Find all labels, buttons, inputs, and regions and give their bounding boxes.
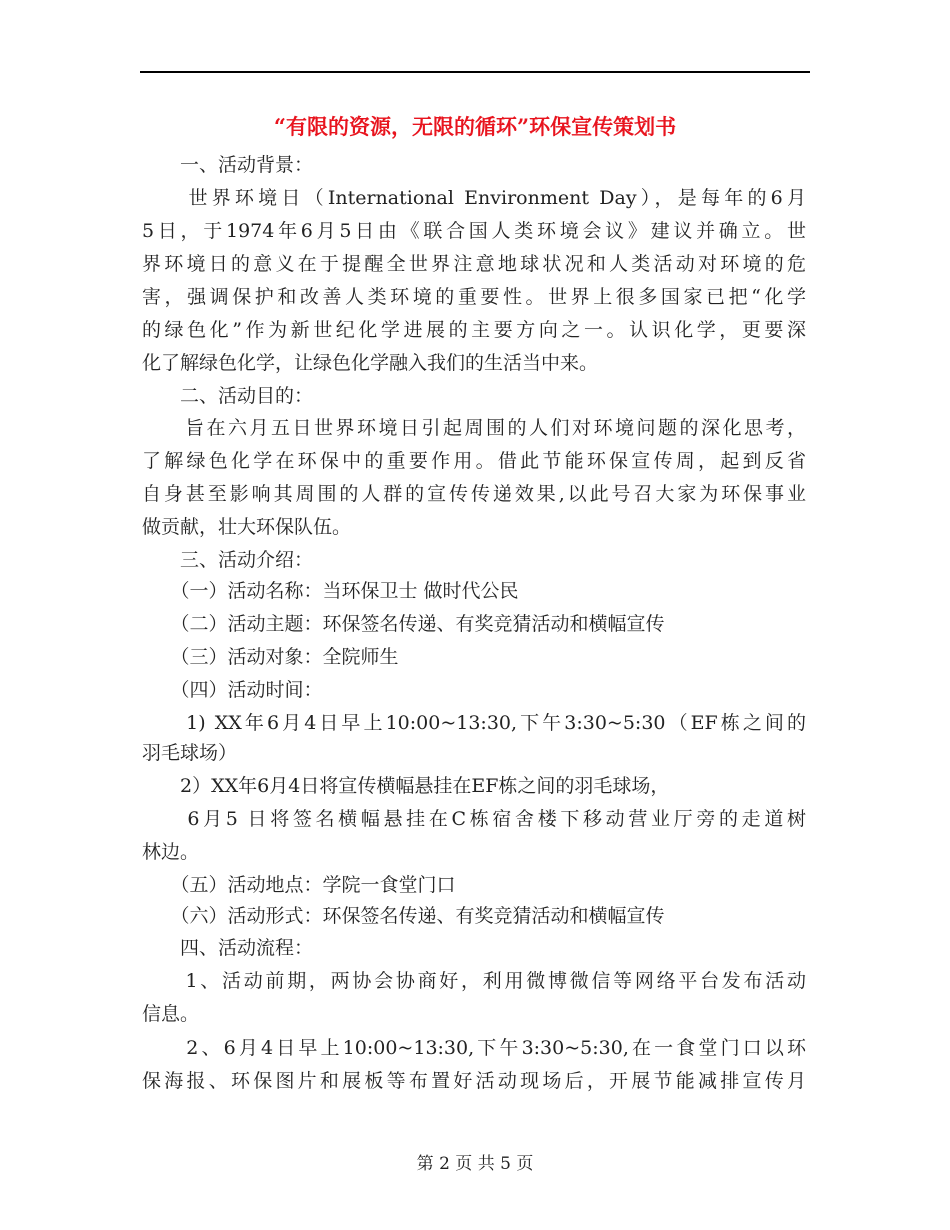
- text-line: 自身甚至影响其周围的人群的宣传传递效果,以此号召大家为环保事业: [142, 483, 806, 505]
- text-line: 三、活动介绍：: [142, 549, 314, 571]
- text-line: 羽毛球场）: [142, 742, 238, 764]
- text-line: 一、活动背景：: [142, 154, 314, 176]
- page-number: 第 2 页 共 5 页: [416, 1154, 534, 1174]
- text-line: 的绿色化”作为新世纪化学进展的主要方向之一。认识化学，更要深: [142, 319, 806, 341]
- text-line: 2）XX年6月4日将宣传横幅悬挂在EF栋之间的羽毛球场，: [142, 775, 670, 797]
- text-line: 二、活动目的：: [142, 385, 314, 407]
- text-line: （二）活动主题：环保签名传递、有奖竞猜活动和横幅宣传: [142, 613, 665, 635]
- text-line: 了解绿色化学在环保中的重要作用。借此节能环保宣传周，起到反省: [142, 450, 806, 472]
- text-line: 做贡献，壮大环保队伍。: [142, 516, 352, 538]
- text-line: （一）活动名称：当环保卫士 做时代公民: [142, 580, 519, 602]
- text-line: 6月5 日将签名横幅悬挂在C栋宿舍楼下移动营业厅旁的走道树: [142, 808, 806, 830]
- text-line: （四）活动时间：: [142, 679, 323, 701]
- header-rule: [140, 71, 810, 73]
- text-line: 林边。: [142, 841, 200, 863]
- text-line: 世界环境日（International Environment Day），是每年的6月: [142, 187, 806, 209]
- text-line: 保海报、环保图片和展板等布置好活动现场后，开展节能减排宣传月: [142, 1070, 806, 1092]
- text-line: 1) XX年6月4日早上10:00~13:30,下午3:30~5:30（EF栋之间的: [142, 712, 806, 734]
- text-line: 化了解绿色化学，让绿色化学融入我们的生活当中来。: [142, 352, 599, 374]
- document-title: “有限的资源，无限的循环”环保宣传策划书: [273, 114, 677, 139]
- text-line: 害，强调保护和改善人类环境的重要性。世界上很多国家已把“化学: [142, 286, 806, 308]
- text-line: 旨在六月五日世界环境日引起周围的人们对环境问题的深化思考，: [142, 417, 806, 439]
- text-line: 5日，于1974年6月5日由《联合国人类环境会议》建议并确立。世: [142, 220, 806, 242]
- text-line: （五）活动地点：学院一食堂门口: [142, 874, 456, 896]
- text-line: 信息。: [142, 1003, 200, 1025]
- text-line: （六）活动形式：环保签名传递、有奖竞猜活动和横幅宣传: [142, 905, 665, 927]
- text-line: 界环境日的意义在于提醒全世界注意地球状况和人类活动对环境的危: [142, 253, 806, 275]
- text-line: 1、活动前期，两协会协商好，利用微博微信等网络平台发布活动: [142, 970, 806, 992]
- text-line: 2、6月4日早上10:00~13:30,下午3:30~5:30,在一食堂门口以环: [142, 1037, 806, 1059]
- text-line: （三）活动对象：全院师生: [142, 646, 399, 668]
- text-line: 四、活动流程：: [142, 937, 314, 959]
